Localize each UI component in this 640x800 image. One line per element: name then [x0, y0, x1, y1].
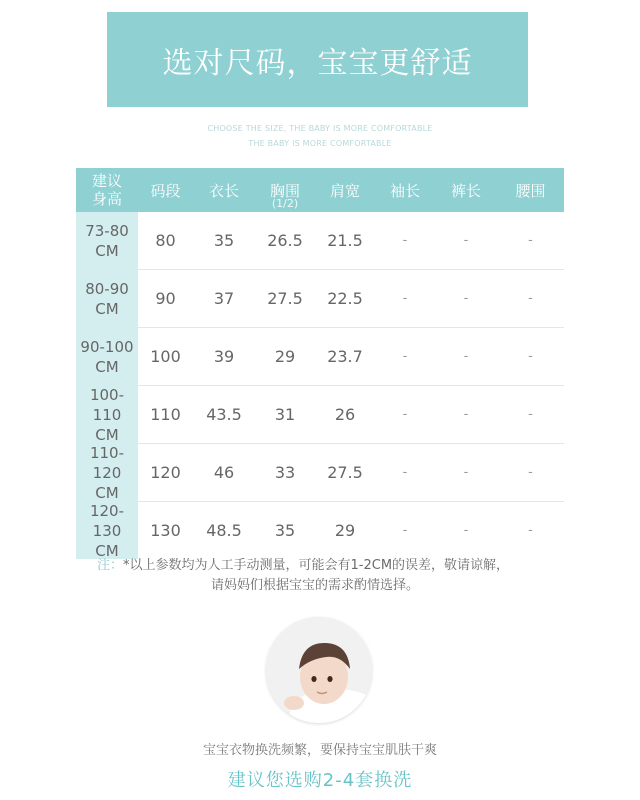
header-length: 衣长 [208, 181, 239, 200]
height-unit: CM [95, 483, 119, 502]
measurement-note [97, 556, 567, 596]
table-row [76, 444, 564, 502]
length-cell: 48.5 [206, 521, 242, 540]
pants-cell: - [463, 291, 469, 306]
sleeve-cell: - [402, 523, 408, 538]
sleeve-cell: - [402, 349, 408, 364]
chest-cell: 33 [274, 463, 296, 482]
header-chest-label: 胸围 [269, 181, 300, 200]
waist-cell: - [528, 349, 533, 364]
size-cell: 100 [150, 347, 181, 366]
length-cell: 46 [213, 463, 235, 482]
length-cell: 39 [213, 347, 235, 366]
header-height-line2: 身高 [91, 190, 122, 208]
height-cell [76, 212, 138, 269]
height-cell [76, 502, 138, 559]
title-banner [107, 12, 528, 107]
waist-cell: - [528, 233, 533, 248]
pants-cell: - [463, 407, 469, 422]
height-range: 80-90 [85, 279, 129, 298]
height-unit: CM [95, 357, 119, 376]
waist-cell: - [528, 407, 533, 422]
header-waist: 腰围 [515, 181, 546, 200]
table-row [76, 502, 564, 559]
pants-cell: - [463, 465, 469, 480]
sleeve-cell: - [402, 407, 408, 422]
header-pants: 裤长 [450, 181, 481, 200]
length-cell: 37 [213, 289, 235, 308]
table-row [76, 270, 564, 328]
waist-cell: - [528, 291, 533, 306]
shoulder-cell: 22.5 [327, 289, 363, 308]
height-range: 90-100 [80, 337, 134, 356]
note-text-1: *以上参数均为人工手动测量，可能会有1-2CM的误差，敬请谅解， [123, 558, 510, 573]
header-size: 码段 [150, 181, 181, 200]
header-height [76, 168, 138, 212]
waist-cell: - [528, 465, 533, 480]
baby-illustration-icon [266, 617, 372, 723]
chest-cell: 31 [274, 405, 296, 424]
size-cell: 80 [155, 231, 176, 250]
size-cell: 110 [150, 405, 181, 424]
height-unit: CM [95, 241, 119, 260]
pants-cell: - [463, 349, 469, 364]
note-line-1 [97, 556, 567, 576]
shoulder-cell: 21.5 [327, 231, 363, 250]
height-cell [76, 386, 138, 443]
waist-cell: - [528, 523, 533, 538]
table-row [76, 212, 564, 270]
subtitle-line-1: CHOOSE THE SIZE, THE BABY IS MORE COMFORTABLE [207, 124, 433, 133]
height-range: 73-80 [85, 221, 129, 240]
size-cell: 90 [155, 289, 176, 308]
baby-photo [266, 617, 372, 723]
height-range: 100-110 [89, 385, 125, 424]
height-cell [76, 270, 138, 327]
care-tip: 宝宝衣物换洗频繁，要保持宝宝肌肤干爽 [202, 743, 437, 758]
length-cell: 35 [213, 231, 235, 250]
chest-cell: 27.5 [267, 289, 303, 308]
table-row [76, 386, 564, 444]
shoulder-cell: 27.5 [327, 463, 363, 482]
chest-cell: 26.5 [267, 231, 303, 250]
header-chest-note: (1/2) [271, 197, 299, 210]
sleeve-cell: - [402, 233, 408, 248]
height-cell [76, 444, 138, 501]
height-unit: CM [95, 541, 119, 560]
height-cell [76, 328, 138, 385]
height-range: 110-120 [89, 443, 125, 482]
size-cell: 120 [150, 463, 181, 482]
subtitle-line-2: THE BABY IS MORE COMFORTABLE [248, 139, 392, 148]
chest-cell: 29 [274, 347, 296, 366]
shoulder-cell: 29 [334, 521, 356, 540]
chest-cell: 35 [274, 521, 296, 540]
height-unit: CM [95, 425, 119, 444]
length-cell: 43.5 [206, 405, 242, 424]
height-unit: CM [95, 299, 119, 318]
banner-title: 选对尺码，宝宝更舒适 [162, 45, 473, 81]
sleeve-cell: - [402, 465, 408, 480]
header-sleeve: 袖长 [389, 181, 420, 200]
pants-cell: - [463, 233, 469, 248]
table-header [76, 168, 564, 212]
size-table [76, 168, 564, 559]
header-shoulder: 肩宽 [329, 181, 360, 200]
note-line-2: 请妈妈们根据宝宝的需求酌情选择。 [211, 578, 420, 593]
purchase-suggestion: 建议您选购2-4套换洗 [227, 770, 413, 791]
height-range: 120-130 [89, 501, 125, 540]
header-height-line1: 建议 [91, 172, 122, 190]
header-chest [255, 168, 315, 212]
pants-cell: - [463, 523, 469, 538]
shoulder-cell: 23.7 [327, 347, 363, 366]
size-cell: 130 [150, 521, 181, 540]
table-row [76, 328, 564, 386]
note-label: 注： [97, 558, 124, 573]
shoulder-cell: 26 [334, 405, 356, 424]
sleeve-cell: - [402, 291, 408, 306]
